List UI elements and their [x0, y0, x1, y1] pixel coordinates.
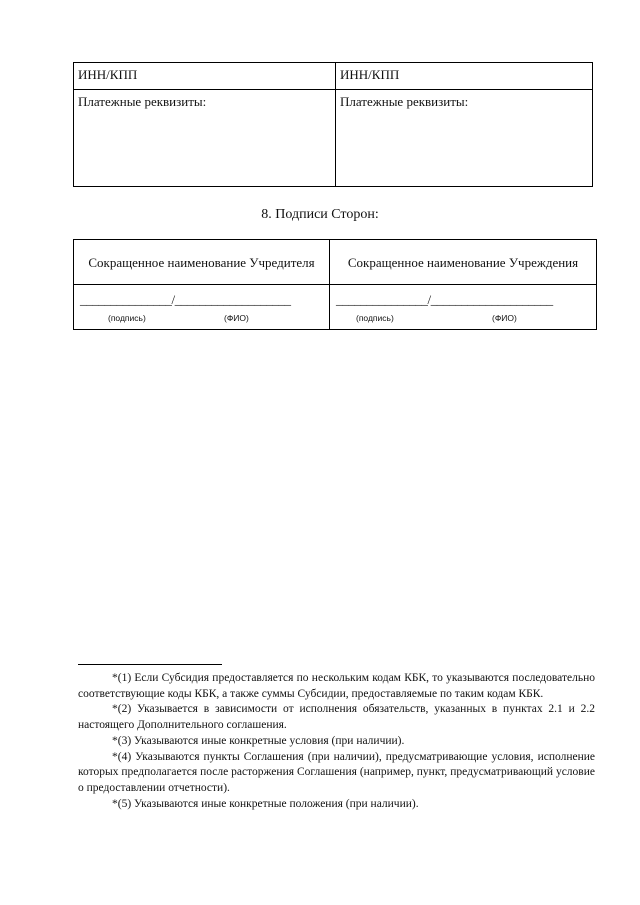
founder-signature-line: _______________/___________________: [80, 292, 291, 307]
institution-fio-label: (ФИО): [492, 313, 517, 323]
founder-signature-cell: [74, 285, 330, 330]
footnote-4: *(4) Указываются пункты Соглашения (при наличии), предусматривающие условия, исполнение которых предполагается после расторжения Соглашения (например, пункт, предусматривающий условие о предоставлении отчетности).: [78, 750, 595, 794]
founder-name-cell: [74, 240, 330, 285]
footnote-separator: [78, 664, 222, 665]
founder-short-name: Сокращенное наименование Учредителя: [88, 254, 315, 270]
payment-details-label-right: Платежные реквизиты:: [340, 94, 469, 109]
requisites-table: [73, 62, 593, 187]
inn-kpp-label-left: ИНН/КПП: [78, 67, 138, 82]
footnote-1: *(1) Если Субсидия предоставляется по нескольким кодам КБК, то указываются последовательно соответствующие коды КБК, а также суммы Субсидии, предоставляемые по таким кодам КБК.: [78, 672, 595, 700]
footnote-5: *(5) Указываются иные конкретные положения (при наличии).: [112, 797, 419, 810]
institution-signature-cell: [330, 285, 597, 330]
payment-details-cell-left: [74, 90, 336, 187]
signatures-section-title: 8. Подписи Сторон:: [261, 207, 379, 222]
inn-kpp-label-right: ИНН/КПП: [340, 67, 400, 82]
payment-details-label-left: Платежные реквизиты:: [78, 94, 207, 109]
institution-signature-captions: [332, 310, 594, 324]
payment-details-cell-right: [336, 90, 593, 187]
signatures-table: [73, 239, 597, 330]
institution-short-name: Сокращенное наименование Учреждения: [347, 254, 579, 270]
footnotes: [78, 671, 595, 812]
institution-signature-line: _______________/____________________: [336, 292, 553, 307]
footnote-2: *(2) Указывается в зависимости от исполнения обязательств, указанных в пунктах 2.1 и 2.2 настоящего Дополнительного соглашения.: [78, 703, 595, 732]
institution-signature-label: (подпись): [356, 313, 394, 323]
footnote-3: *(3) Указываются иные конкретные условия (при наличии).: [112, 734, 405, 747]
founder-fio-label: (ФИО): [224, 313, 249, 323]
inn-kpp-cell-left: [74, 63, 336, 90]
founder-signature-label: (подпись): [108, 313, 146, 323]
inn-kpp-cell-right: [336, 63, 593, 90]
institution-name-cell: [330, 240, 597, 285]
founder-signature-captions: [76, 310, 327, 324]
